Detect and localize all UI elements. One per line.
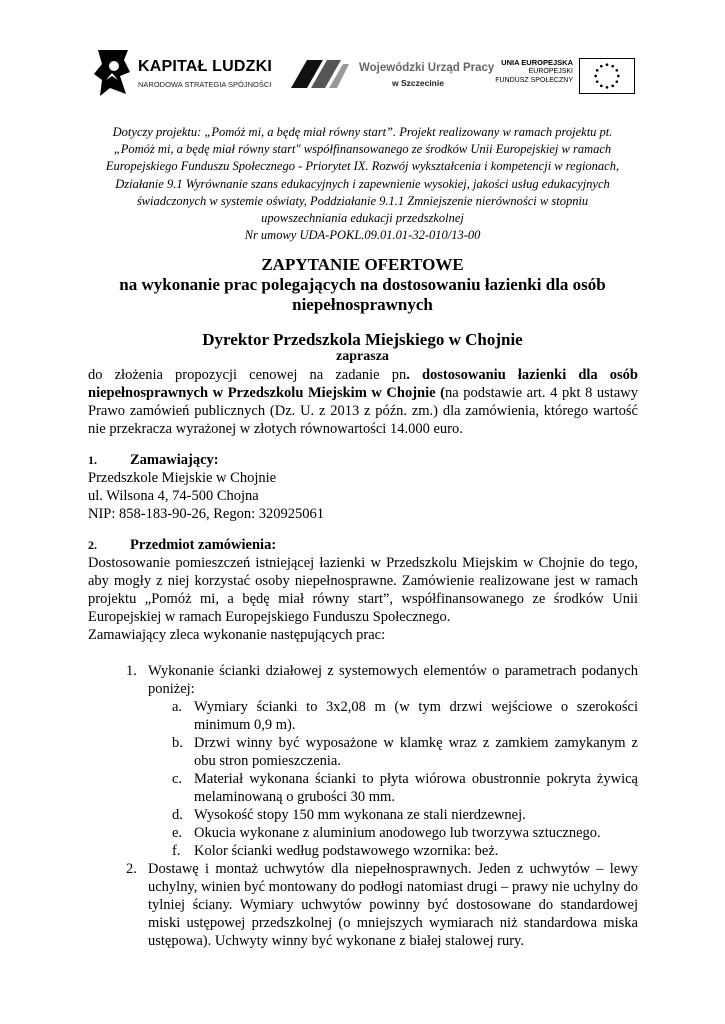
invitation-part-3: na podstawie art. 4 pkt 8 ustawy Prawo zamówień publicznych (Dz. U. z 2013 z późn. zm.) dla zamówienia, którego wartość nie przekracza wyrażonej w złotych równowartości 14.000 euro. xyxy=(88,385,638,437)
work-subitem-e xyxy=(172,824,638,842)
subitem-e-text: Okucia wykonane z aluminium anodowego lub tworzywa sztucznego. xyxy=(194,825,601,841)
section-2-title: Przedmiot zamówienia: xyxy=(130,537,277,553)
subitem-d-text: Wysokość stopy 150 mm wykonana ze stali nierdzewnej. xyxy=(194,807,526,823)
eu-logo xyxy=(489,58,635,98)
eu-logo-text xyxy=(495,58,573,85)
orders-line: Zamawiający zleca wykonanie następujących prac: xyxy=(88,627,386,643)
subitem-d-letter: d. xyxy=(172,807,183,823)
orderer-name: Przedszkole Miejskie w Chojnie xyxy=(88,470,277,486)
subitem-f-letter: f. xyxy=(172,843,181,859)
subject-paragraph: Dostosowanie pomieszczeń istniejącej łazienki w Przedszkolu Miejskim w Chojnie do tego, aby mogły z niej korzystać osoby niepełnosprawne. Zamówienie realizowane jest w ramach projektu „Pomóż mi, a będę miał równy start”, współfinansowanego ze środków Unii Europejskiej w ramach Europejskiego Funduszu Społecznego. xyxy=(88,555,638,625)
kapital-ludzki-logo xyxy=(94,44,284,106)
eu-line-3: FUNDUSZ SPOŁECZNY xyxy=(495,77,573,84)
eu-flag-icon xyxy=(579,58,635,94)
orderer-address: ul. Wilsona 4, 74-500 Chojna xyxy=(88,488,259,504)
section-subject xyxy=(88,536,638,644)
invitation-part-1: do złożenia propozycji cenowej na zadanie pn xyxy=(88,367,407,383)
intro-line: upowszechniania edukacji przedszkolnej xyxy=(261,211,464,226)
logo-bar xyxy=(94,44,634,106)
work-item-1-text: Wykonanie ścianki działowej z systemowych elementów o parametrach podanych poniżej: xyxy=(148,663,638,697)
section-orderer xyxy=(88,451,638,523)
intro-line: Nr umowy UDA-POKL.09.01.01-32-010/13-00 xyxy=(244,228,481,243)
section-2-heading xyxy=(88,536,638,554)
work-item-2-number: 2. xyxy=(126,861,137,877)
work-subitem-f xyxy=(172,842,638,860)
intro-line: Europejskiego Funduszu Społecznego - Priorytet IX. Rozwój wykształcenia i kompetencji w regionach, xyxy=(105,159,620,174)
subitem-b-text: Drzwi winny być wyposażone w klamkę wraz z zamkiem zamykanym z obu stron pomieszczenia. xyxy=(194,735,638,769)
work-subitem-d xyxy=(172,806,638,824)
wup-title: Wojewódzki Urząd Pracy xyxy=(359,62,495,74)
intro-line: „Pomóż mi, a będę miał równy start" współfinansowanego ze środków Unii Europejskiej w ramach xyxy=(113,142,612,157)
kapital-ludzki-subtitle: NARODOWA STRATEGIA SPÓJNOŚCI xyxy=(138,80,272,89)
kapital-ludzki-title: KAPITAŁ LUDZKI xyxy=(138,58,273,75)
subitem-c-letter: c. xyxy=(172,771,183,787)
work-subitem-c xyxy=(172,770,638,806)
eu-line-2: EUROPEJSKI xyxy=(528,68,573,75)
subitem-e-letter: e. xyxy=(172,825,183,841)
work-item-1 xyxy=(126,662,638,698)
invitation-paragraph xyxy=(88,366,638,438)
document-title xyxy=(80,255,645,315)
work-item-1-number: 1. xyxy=(126,663,137,679)
title-line-1: ZAPYTANIE OFERTOWE xyxy=(261,255,464,274)
subitem-b-letter: b. xyxy=(172,735,183,751)
project-intro xyxy=(80,124,645,244)
work-subitem-a xyxy=(172,698,638,734)
intro-line: świadczonych w systemie oświaty, Poddziałanie 9.1.1 Zmniejszenie nierówności w stopniu xyxy=(136,193,589,208)
invites-label: zaprasza xyxy=(336,349,389,364)
invitation-task-name: . dostosowaniu łazienki dla osób niepełnosprawnych w Przedszkolu Miejskim w Chojnie ( xyxy=(88,367,638,401)
title-line-2: na wykonanie prac polegających na dostosowaniu łazienki dla osób xyxy=(119,275,606,294)
subitem-a-text: Wymiary ścianki to 3x2,08 m (w tym drzwi wejściowe o szerokości minimum 0,9 m). xyxy=(194,699,638,733)
section-1-title: Zamawiający: xyxy=(130,452,219,468)
kapital-ludzki-emblem-icon xyxy=(94,46,132,98)
wup-logo xyxy=(289,58,495,98)
title-line-3: niepełnosprawnych xyxy=(292,295,433,314)
subitem-f-text: Kolor ścianki według podstawowego wzornika: beż. xyxy=(194,843,499,859)
director-heading: Dyrektor Przedszkola Miejskiego w Chojnie xyxy=(202,330,523,349)
orderer-ids: NIP: 858-183-90-26, Regon: 320925061 xyxy=(88,506,325,522)
section-1-heading xyxy=(88,451,638,469)
work-item-2-text: Dostawę i montaż uchwytów dla niepełnosprawnych. Jeden z uchwytów – lewy uchylny, winien być montowany do podłogi natomiast drugi – prawy nie uchylny do tylniej ściany. Wymiary uchwytów powinny być dostosowane do standardowej miski ustępowej przedszkolnej (o mniejszych wymiarach niż standardowa miska ustępowa). Uchwyty winny być wykonane z białej stalowej rury. xyxy=(148,861,638,949)
wup-emblem-icon xyxy=(289,58,351,92)
section-2-number: 2. xyxy=(88,538,97,552)
work-item-2 xyxy=(126,860,638,950)
intro-line: Dotyczy projektu: „Pomóż mi, a będę miał równy start”. Projekt realizowany w ramach projektu pt. xyxy=(112,125,613,139)
intro-line: Działanie 9.1 Wyrównanie szans edukacyjnych i zapewnienie wysokiej, jakości usług edukacyjnych xyxy=(115,176,610,191)
eu-line-1: UNIA EUROPEJSKA xyxy=(501,58,573,67)
section-1-number: 1. xyxy=(88,453,97,467)
wup-city: w Szczecinie xyxy=(392,78,444,88)
subitem-c-text: Materiał wykonana ścianki to płyta wiórowa obustronnie pokryta żywicą melaminowaną o grubości 30 mm. xyxy=(194,771,638,805)
work-subitem-b xyxy=(172,734,638,770)
subitem-a-letter: a. xyxy=(172,699,183,715)
